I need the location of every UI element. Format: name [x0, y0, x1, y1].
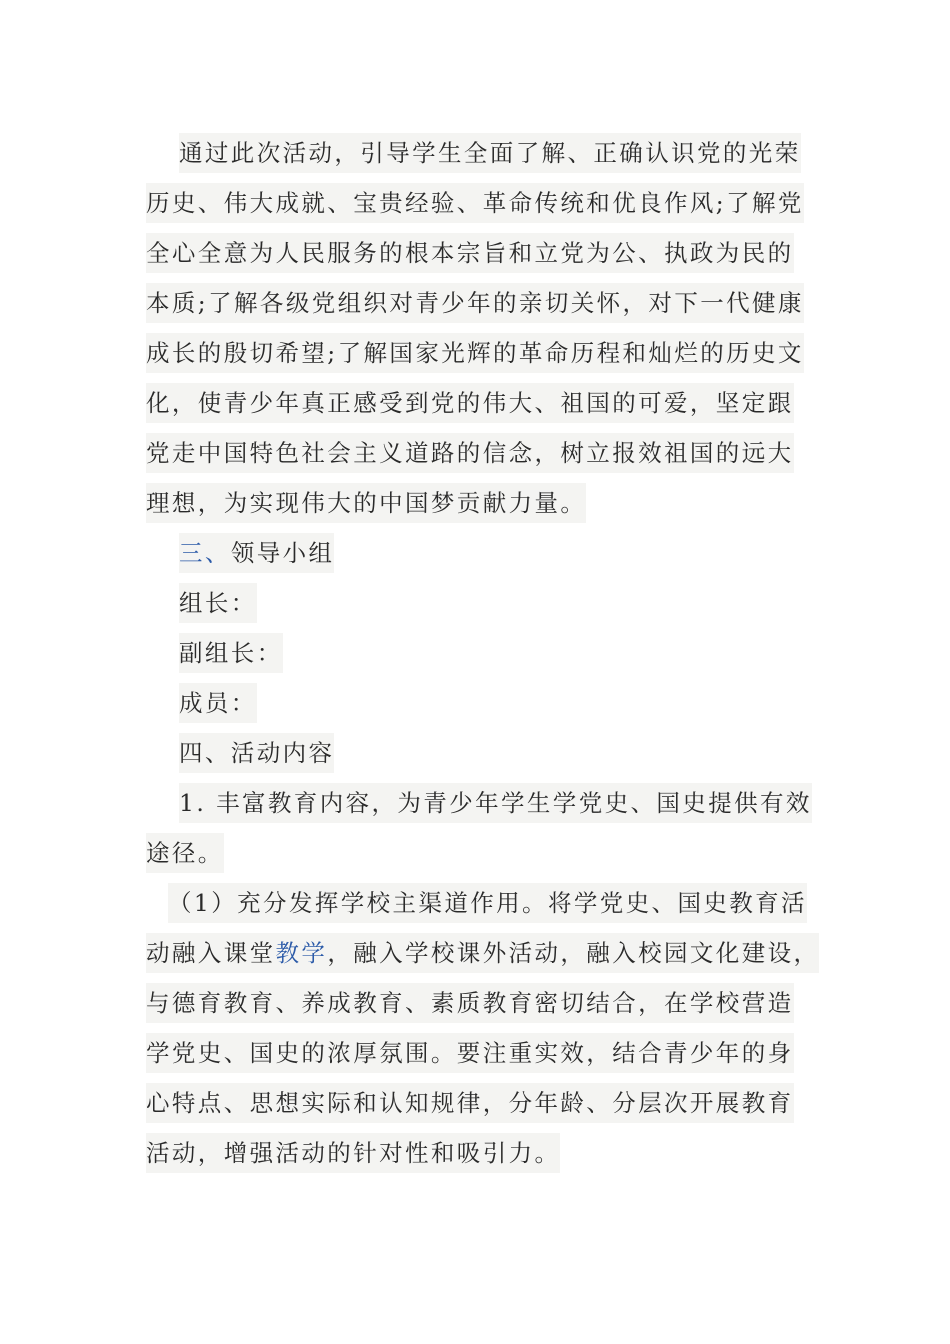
paragraph-line: 历史、伟大成就、宝贵经验、革命传统和优良作风;了解党 — [146, 183, 804, 223]
paragraph-line: 活动，增强活动的针对性和吸引力。 — [146, 1133, 560, 1173]
paragraph-line: 全心全意为人民服务的根本宗旨和立党为公、执政为民的 — [146, 233, 794, 273]
item-1 — [146, 778, 816, 878]
paragraph-line: 党走中国特色社会主义道路的信念，树立报效祖国的远大 — [146, 433, 794, 473]
leader-label: 组长： — [179, 583, 257, 623]
teaching-link[interactable]: 教学 — [275, 939, 328, 967]
paragraph-line: 心特点、思想实际和认知规律，分年龄、分层次开展教育 — [146, 1083, 794, 1123]
members-line — [146, 678, 816, 728]
paragraph-text: ，融入学校课外活动，融入校园文化建设， — [327, 939, 820, 967]
item-1-1 — [146, 878, 820, 1178]
paragraph-goal — [146, 128, 816, 528]
paragraph-line: 成长的殷切希望;了解国家光辉的革命历程和灿烂的历史文 — [146, 333, 804, 373]
paragraph-line: 学党史、国史的浓厚氛围。要注重实效，结合青少年的身 — [146, 1033, 794, 1073]
paragraph-line: 1. 丰富教育内容，为青少年学生学党史、国史提供有效 — [179, 783, 812, 823]
section-4-title: 四、活动内容 — [179, 733, 334, 773]
deputy-label: 副组长： — [179, 633, 283, 673]
paragraph-line: 途径。 — [146, 833, 224, 873]
members-label: 成员： — [179, 683, 257, 723]
paragraph-line: 化，使青少年真正感受到党的伟大、祖国的可爱，坚定跟 — [146, 383, 794, 423]
document-body — [146, 128, 820, 1178]
paragraph-line: 通过此次活动，引导学生全面了解、正确认识党的光荣 — [179, 133, 801, 173]
leader-line — [146, 578, 816, 628]
paragraph-line: （1）充分发挥学校主渠道作用。将学党史、国史教育活 — [168, 883, 807, 923]
section-3-heading — [146, 528, 816, 578]
paragraph-line: 本质;了解各级党组织对青少年的亲切关怀，对下一代健康 — [146, 283, 804, 323]
section-3-number-link[interactable]: 三、 — [179, 539, 231, 567]
paragraph-line: 与德育教育、养成教育、素质教育密切结合，在学校营造 — [146, 983, 794, 1023]
paragraph-text: 动融入课堂 — [146, 939, 276, 967]
section-3-title: 领导小组 — [230, 539, 335, 567]
paragraph-line: 理想，为实现伟大的中国梦贡献力量。 — [146, 483, 586, 523]
deputy-line — [146, 628, 816, 678]
section-4-heading — [146, 728, 816, 778]
